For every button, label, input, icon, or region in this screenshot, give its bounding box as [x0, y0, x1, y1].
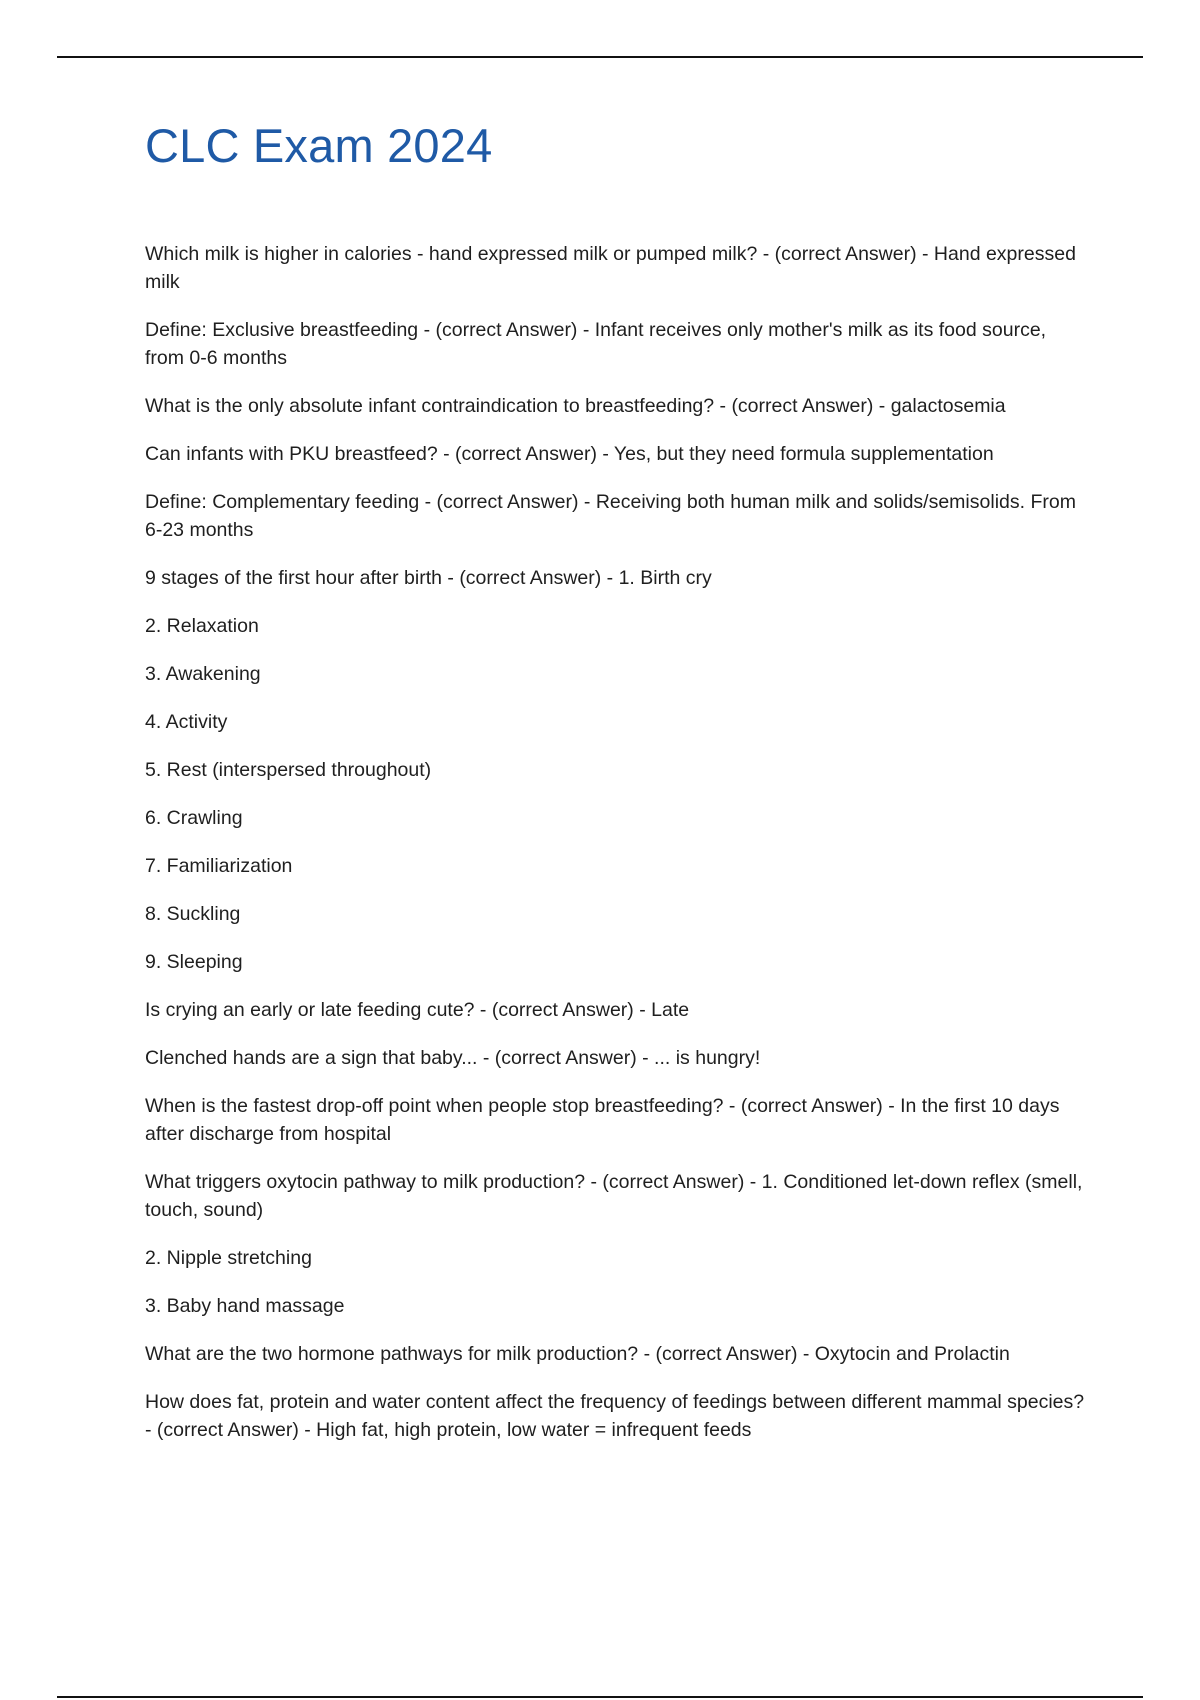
bottom-rule	[57, 1696, 1143, 1698]
list-item: 2. Nipple stretching	[145, 1247, 312, 1269]
document-title: CLC Exam 2024	[145, 119, 493, 172]
list-item: 2. Relaxation	[145, 615, 259, 637]
list-item: 3. Baby hand massage	[145, 1295, 345, 1317]
qa-paragraph: How does fat, protein and water content affect the frequency of feedings between different mammal species? - (correct Answer) - High fat, high protein, low water = infrequent feeds	[145, 1391, 1085, 1441]
question-list	[145, 240, 1085, 1464]
qa-paragraph: What is the only absolute infant contraindication to breastfeeding? - (correct Answer) - galactosemia	[145, 395, 1006, 417]
qa-paragraph: Define: Exclusive breastfeeding - (correct Answer) - Infant receives only mother's milk as its food source, from 0-6 months	[145, 319, 1047, 369]
qa-paragraph: Clenched hands are a sign that baby... - (correct Answer) - ... is hungry!	[145, 1047, 761, 1069]
top-rule	[57, 56, 1143, 58]
qa-paragraph: What triggers oxytocin pathway to milk production? - (correct Answer) - 1. Conditioned let-down reflex (smell, touch, sound)	[145, 1171, 1083, 1221]
qa-paragraph: What are the two hormone pathways for milk production? - (correct Answer) - Oxytocin and Prolactin	[145, 1343, 1010, 1365]
list-item: 4. Activity	[145, 711, 228, 733]
qa-paragraph: Is crying an early or late feeding cute? - (correct Answer) - Late	[145, 999, 690, 1021]
qa-paragraph: Which milk is higher in calories - hand expressed milk or pumped milk? - (correct Answer) - Hand expressed milk	[145, 243, 1076, 293]
list-item: 9. Sleeping	[145, 951, 243, 973]
list-item: 3. Awakening	[145, 663, 261, 685]
list-item: 5. Rest (interspersed throughout)	[145, 759, 432, 781]
qa-paragraph: Define: Complementary feeding - (correct Answer) - Receiving both human milk and solids/semisolids. From 6-23 months	[145, 491, 1076, 541]
list-item: 8. Suckling	[145, 903, 241, 925]
qa-paragraph: When is the fastest drop-off point when people stop breastfeeding? - (correct Answer) - In the first 10 days after discharge from hospital	[145, 1095, 1060, 1145]
qa-paragraph: 9 stages of the first hour after birth - (correct Answer) - 1. Birth cry	[145, 567, 712, 589]
list-item: 6. Crawling	[145, 807, 243, 829]
list-item: 7. Familiarization	[145, 855, 293, 877]
qa-paragraph: Can infants with PKU breastfeed? - (correct Answer) - Yes, but they need formula supplementation	[145, 443, 994, 465]
